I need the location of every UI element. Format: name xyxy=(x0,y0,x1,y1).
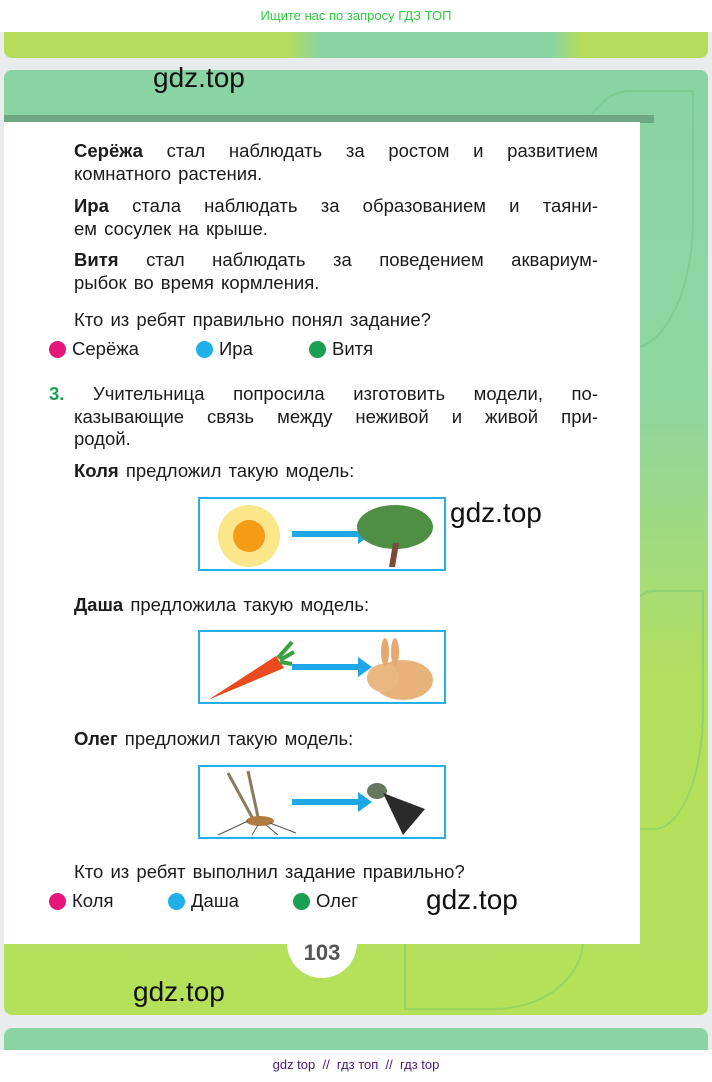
kolya-line: Коля предложил такую модель: xyxy=(74,460,355,481)
rabbit-icon xyxy=(355,636,437,702)
text-line: Серёжа стал наблюдать за ростом и развитием xyxy=(74,140,599,161)
option-dasha[interactable]: Даша xyxy=(168,890,239,912)
option-kolya[interactable]: Коля xyxy=(49,890,113,912)
task-3-text: 3. Учительница попросила изготовить модели, по- xyxy=(49,383,598,404)
watermark: gdz.top xyxy=(450,497,542,528)
next-page-strip xyxy=(4,1028,708,1050)
blue-dot-icon xyxy=(196,341,213,358)
footer-links[interactable]: gdz top // гдз топ // гдз top xyxy=(0,1050,712,1082)
text-line: Витя стал наблюдать за поведением аквариум- xyxy=(74,249,598,270)
sun-icon xyxy=(216,503,282,569)
text-line: комнатного растения. xyxy=(74,163,263,184)
text-line: рыбок во время кормления. xyxy=(74,272,320,293)
model-carrot-rabbit xyxy=(198,630,446,704)
question: Кто из ребят выполнил задание правильно? xyxy=(74,861,465,882)
page-number: 103 xyxy=(287,920,357,978)
blue-dot-icon xyxy=(168,893,185,910)
text-line: ем сосулек на крыше. xyxy=(74,218,268,239)
question: Кто из ребят правильно понял задание? xyxy=(74,309,431,330)
watermark: gdz.top xyxy=(426,884,518,915)
carrot-icon xyxy=(206,638,296,702)
oleg-line: Олег предложил такую модель: xyxy=(74,728,354,749)
mosquito-icon xyxy=(208,769,298,837)
pink-dot-icon xyxy=(49,341,66,358)
model-mosquito-swallow xyxy=(198,765,446,839)
previous-page-strip xyxy=(4,32,708,58)
pink-dot-icon xyxy=(49,893,66,910)
tree-icon xyxy=(355,503,435,569)
text-line: Ира стала наблюдать за образованием и таяни- xyxy=(74,195,598,216)
text-line: казывающие связь между неживой и живой при- xyxy=(74,406,598,427)
watermark: gdz.top xyxy=(133,976,225,1007)
arrow-icon xyxy=(292,799,362,805)
arrow-icon xyxy=(292,531,362,537)
dasha-line: Даша предложила такую модель: xyxy=(74,594,370,615)
text-line: родой. xyxy=(74,428,131,449)
option-ira[interactable]: Ира xyxy=(196,338,253,360)
arrow-icon xyxy=(292,664,362,670)
model-sun-tree xyxy=(198,497,446,571)
green-dot-icon xyxy=(309,341,326,358)
option-oleg[interactable]: Олег xyxy=(293,890,358,912)
green-dot-icon xyxy=(293,893,310,910)
watermark: gdz.top xyxy=(153,62,245,93)
swallow-icon xyxy=(355,769,435,837)
option-vitya[interactable]: Витя xyxy=(309,338,373,360)
option-seryozha[interactable]: Серёжа xyxy=(49,338,139,360)
top-banner[interactable]: Ищите нас по запросу ГДЗ ТОП xyxy=(0,0,712,32)
